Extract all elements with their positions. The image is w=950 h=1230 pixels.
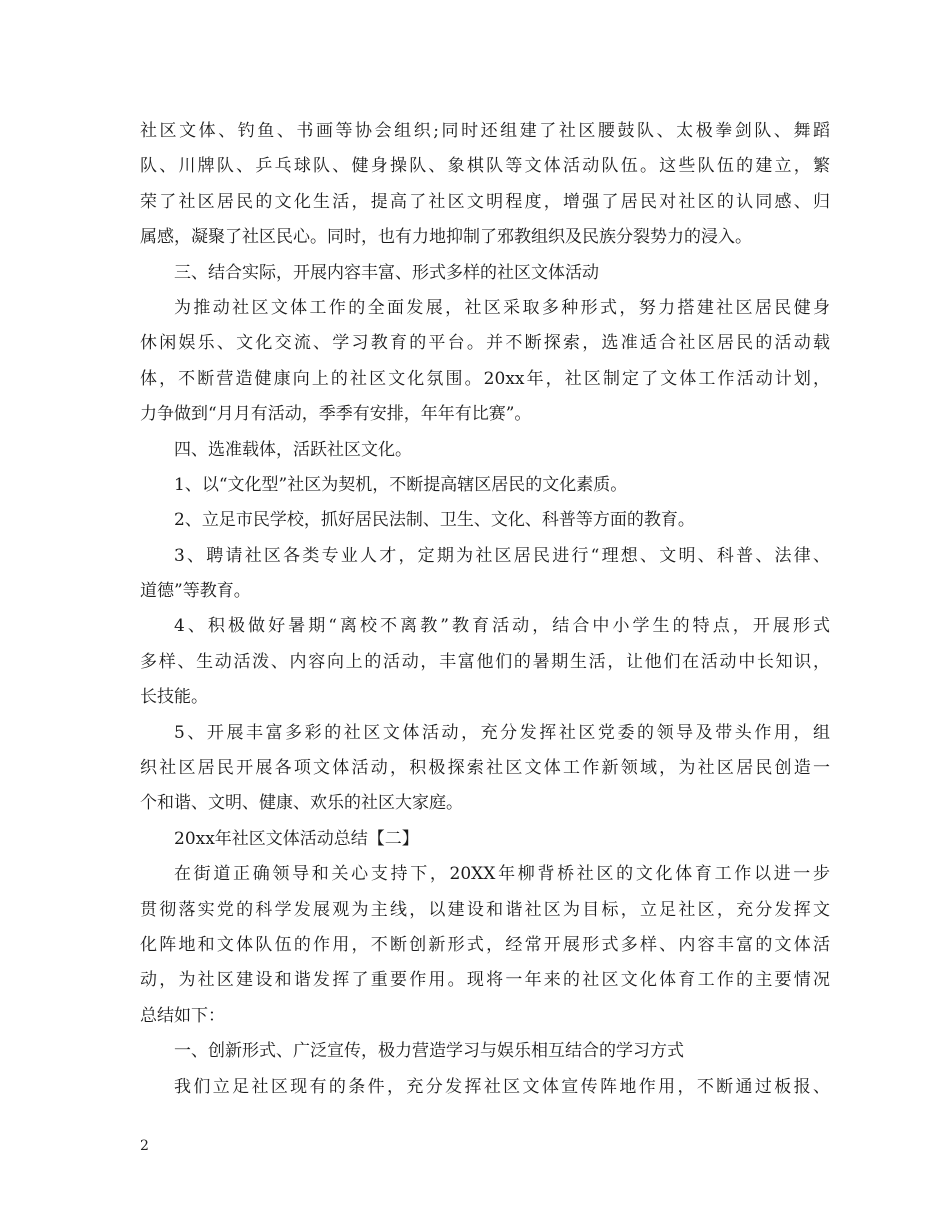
- text-line: 多样、生动活泼、内容向上的活动，丰富他们的暑期生活，让他们在活动中长知识，: [140, 651, 830, 672]
- text-line: 为推动社区文体工作的全面发展，社区采取多种形式，努力搭建社区居民健身: [174, 297, 830, 318]
- text-line: 个和谐、文明、健康、欢乐的社区大家庭。: [140, 793, 463, 814]
- text-line: 一、创新形式、广泛宣传，极力营造学习与娱乐相互结合的学习方式: [174, 1041, 684, 1062]
- text-line: 四、选准载体，活跃社区文化。: [174, 439, 412, 460]
- text-line: 动，为社区建设和谐发挥了重要作用。现将一年来的社区文化体育工作的主要情况: [140, 970, 830, 991]
- text-line: 长技能。: [140, 687, 208, 708]
- text-line: 队、川牌队、乒乓球队、健身操队、象棋队等文体活动队伍。这些队伍的建立，繁: [140, 156, 830, 177]
- text-line: 5、开展丰富多彩的社区文体活动，充分发挥社区党委的领导及带头作用，组: [174, 722, 830, 743]
- text-line: 化阵地和文体队伍的作用，不断创新形式，经常开展形式多样、内容丰富的文体活: [140, 934, 830, 955]
- text-line: 织社区居民开展各项文体活动，积极探索社区文体工作新领域，为社区居民创造一: [140, 758, 830, 779]
- text-line: 2、立足市民学校，抓好居民法制、卫生、文化、科普等方面的教育。: [174, 510, 695, 531]
- text-line: 20xx年社区文体活动总结【二】: [174, 828, 419, 849]
- text-line: 社区文体、钓鱼、书画等协会组织;同时还组建了社区腰鼓队、太极拳剑队、舞蹈: [140, 121, 830, 141]
- text-line: 1、以“文化型”社区为契机，不断提高辖区居民的文化素质。: [174, 474, 628, 495]
- text-line: 3、聘请社区各类专业人才，定期为社区居民进行“理想、文明、科普、法律、: [174, 545, 830, 566]
- document-body: [140, 114, 830, 1105]
- page-number: 2: [140, 1138, 149, 1154]
- text-line: 体，不断营造健康向上的社区文化氛围。20xx年，社区制定了文体工作活动计划，: [140, 368, 830, 389]
- text-line: 在街道正确领导和关心支持下，20XX年柳背桥社区的文化体育工作以进一步: [174, 864, 830, 885]
- text-line: 总结如下：: [140, 1005, 225, 1026]
- text-line: 休闲娱乐、文化交流、学习教育的平台。并不断探索，选准适合社区居民的活动载: [140, 333, 830, 354]
- text-line: 4、积极做好暑期“离校不离教”教育活动，结合中小学生的特点，开展形式: [174, 616, 830, 637]
- text-line: 道德”等教育。: [140, 581, 251, 602]
- text-line: 三、结合实际，开展内容丰富、形式多样的社区文体活动: [174, 262, 599, 283]
- text-line: 属感，凝聚了社区民心。同时，也有力地抑制了邪教组织及民族分裂势力的浸入。: [140, 227, 752, 248]
- text-line: 力争做到“月月有活动，季季有安排，年年有比赛”。: [140, 404, 532, 425]
- text-line: 贯彻落实党的科学发展观为主线，以建设和谐社区为目标，立足社区，充分发挥文: [140, 899, 830, 920]
- text-line: 我们立足社区现有的条件，充分发挥社区文体宣传阵地作用，不断通过板报、: [174, 1076, 830, 1097]
- text-line: 荣了社区居民的文化生活，提高了社区文明程度，增强了居民对社区的认同感、归: [140, 191, 830, 212]
